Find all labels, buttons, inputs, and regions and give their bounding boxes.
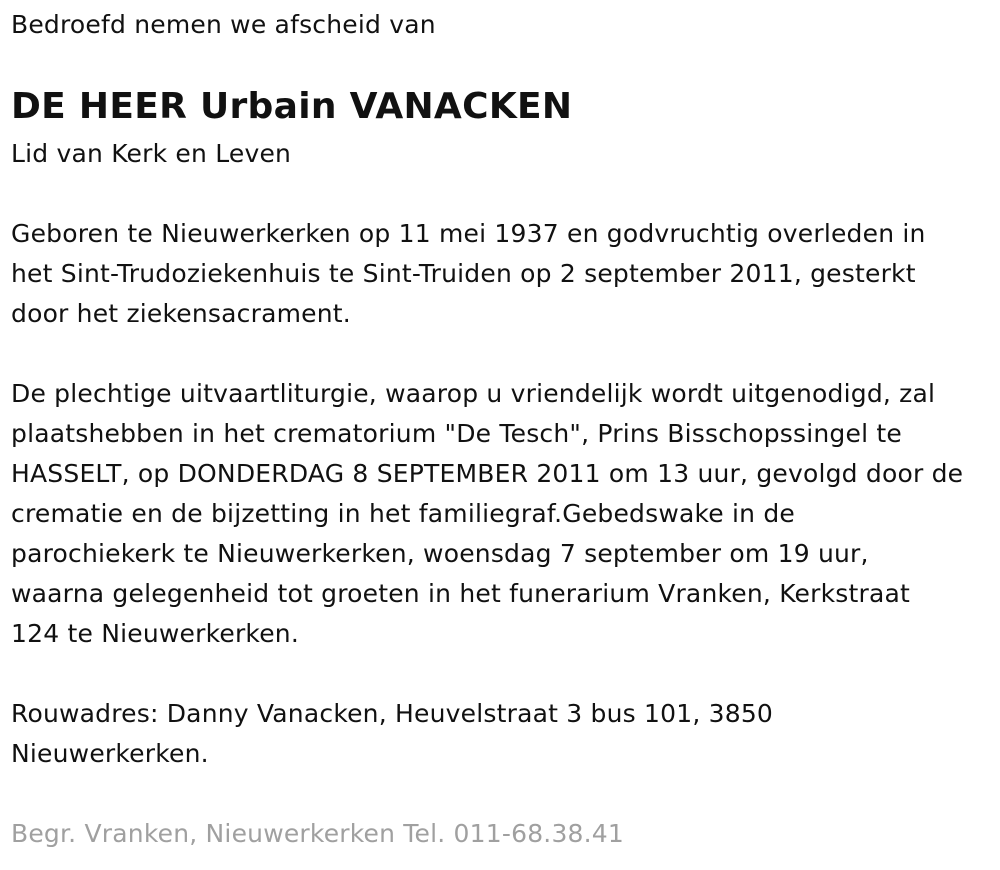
paragraph-line: parochiekerk te Nieuwerkerken, woensdag 7 september om 19 uur, <box>11 539 869 568</box>
funeral-info-paragraph <box>11 374 991 654</box>
deceased-name: DE HEER Urbain VANACKEN <box>11 86 573 127</box>
paragraph-line: Rouwadres: Danny Vanacken, Heuvelstraat 3 bus 101, 3850 <box>11 699 774 728</box>
mourning-address-paragraph <box>11 694 991 774</box>
birth-death-paragraph <box>11 214 991 334</box>
intro-text: Bedroefd nemen we afscheid van <box>11 10 436 39</box>
paragraph-line: De plechtige uitvaartliturgie, waarop u vriendelijk wordt uitgenodigd, zal <box>11 379 936 408</box>
paragraph-line: door het ziekensacrament. <box>11 299 351 328</box>
paragraph-line: HASSELT, op DONDERDAG 8 SEPTEMBER 2011 om 13 uur, gevolgd door de <box>11 459 964 488</box>
paragraph-line: het Sint-Trudoziekenhuis te Sint-Truiden op 2 september 2011, gesterkt <box>11 259 916 288</box>
paragraph-line: Geboren te Nieuwerkerken op 11 mei 1937 en godvruchtig overleden in <box>11 219 926 248</box>
funeral-home-contact: Begr. Vranken, Nieuwerkerken Tel. 011-68.38.41 <box>11 819 625 848</box>
paragraph-line: waarna gelegenheid tot groeten in het funerarium Vranken, Kerkstraat <box>11 579 911 608</box>
membership-text: Lid van Kerk en Leven <box>11 139 292 168</box>
paragraph-line: Nieuwerkerken. <box>11 739 209 768</box>
paragraph-line: plaatshebben in het crematorium "De Tesch", Prins Bisschopssingel te <box>11 419 902 448</box>
paragraph-line: crematie en de bijzetting in het familiegraf.Gebedswake in de <box>11 499 796 528</box>
paragraph-line: 124 te Nieuwerkerken. <box>11 619 299 648</box>
